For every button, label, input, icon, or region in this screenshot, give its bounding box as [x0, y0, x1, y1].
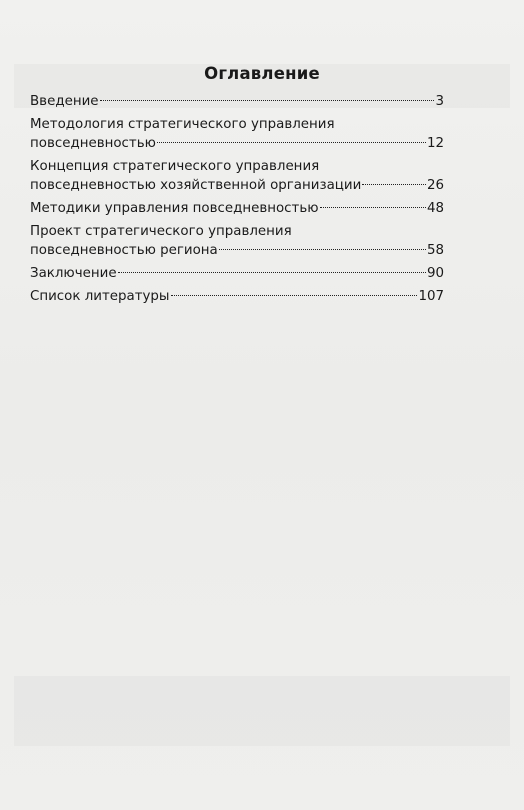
dot-leader [118, 272, 426, 273]
toc-entry[interactable] [30, 157, 444, 195]
dot-leader [157, 142, 426, 143]
toc-entry-title: Заключение [30, 266, 117, 281]
toc-page-number: 58 [426, 243, 444, 258]
toc-entry[interactable] [30, 115, 444, 153]
toc-entry[interactable] [30, 92, 444, 111]
toc-entry-title: Список литературы [30, 289, 170, 304]
toc-entry-title: Введение [30, 94, 99, 109]
dot-leader [100, 100, 435, 101]
dot-leader [320, 207, 426, 208]
toc-entry-title: Методология стратегического управления [30, 117, 335, 132]
toc-entry-title: Проект стратегического управления [30, 224, 292, 239]
dot-leader [171, 295, 418, 296]
dot-leader [362, 184, 426, 185]
toc-entry[interactable] [30, 264, 444, 283]
toc-page-number: 3 [435, 94, 444, 109]
toc-entry-title-continued: повседневностью хозяйственной организации [30, 178, 362, 193]
dot-leader [219, 249, 426, 250]
toc-page-number: 90 [426, 266, 444, 281]
toc-page-number: 12 [426, 136, 444, 151]
toc-entry-title: Концепция стратегического управления [30, 159, 320, 174]
toc-entry[interactable] [30, 199, 444, 218]
toc-page-number: 26 [426, 178, 444, 193]
toc-page-number: 107 [418, 289, 444, 304]
toc-entry-title-continued: повседневностью региона [30, 243, 218, 258]
toc-entry-title: Методики управления повседневностью [30, 201, 319, 216]
bleed-through-block [14, 676, 510, 746]
toc-page-number: 48 [426, 201, 444, 216]
table-of-contents [30, 92, 444, 306]
toc-entry[interactable] [30, 287, 444, 306]
toc-heading: Оглавление [204, 64, 320, 83]
toc-entry-title-continued: повседневностью [30, 136, 156, 151]
toc-entry[interactable] [30, 222, 444, 260]
